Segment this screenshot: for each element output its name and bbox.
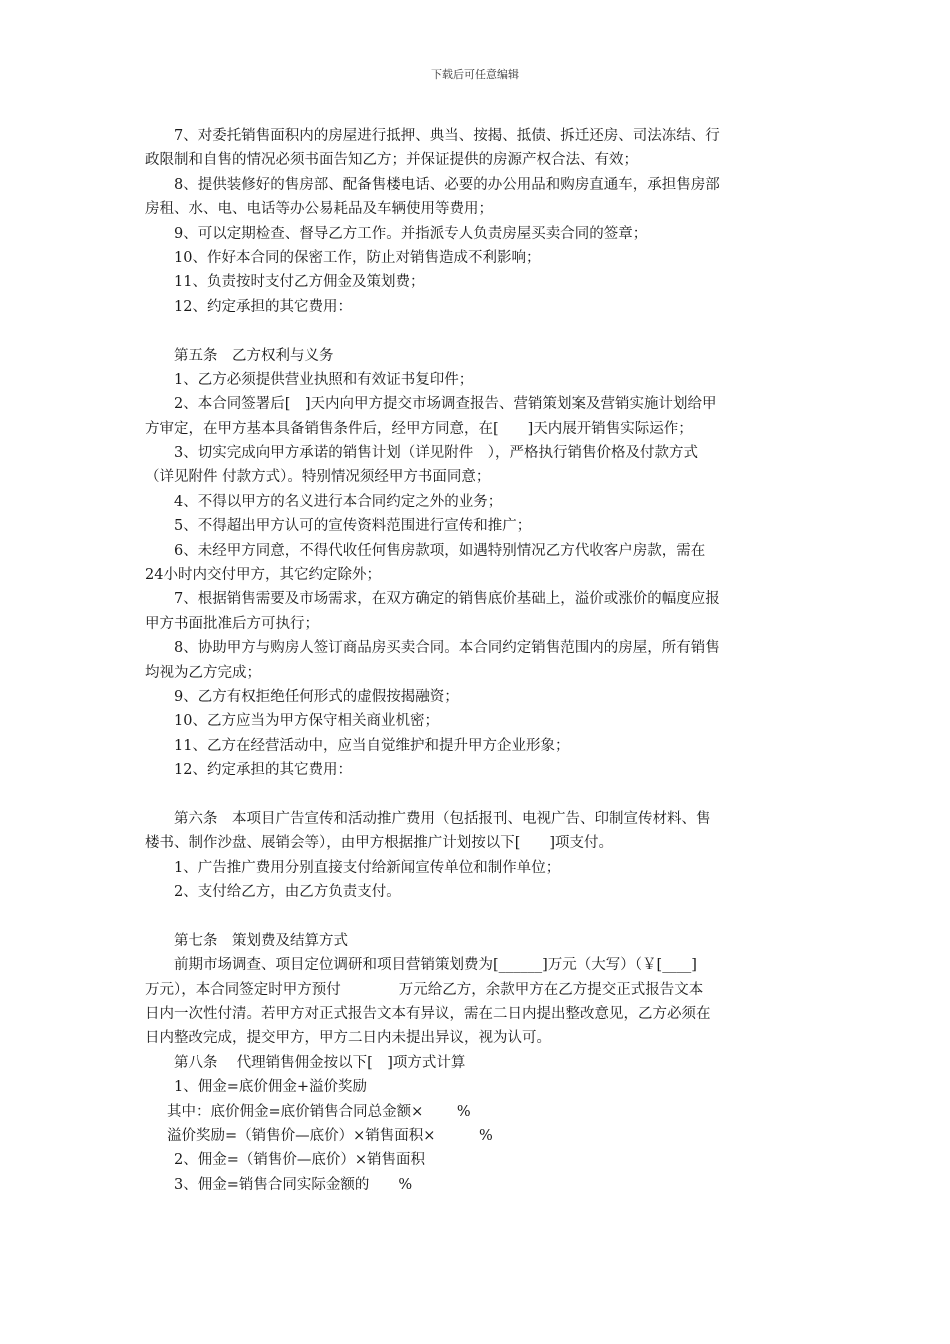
document-body [145,124,805,1197]
page-header: 下载后可任意编辑 [431,68,519,81]
section-heading-8: 第八条 代理销售佣金按以下[ ]项方式计算 [174,1054,466,1071]
paragraph-line: 8、协助甲方与购房人签订商品房买卖合同。本合同约定销售范围内的房屋，所有销售 [174,640,720,657]
paragraph-gap [145,319,805,343]
paragraph-line: 房租、水、电、电话等办公易耗品及车辆使用等费用； [145,201,493,218]
paragraph-line: 11、负责按时支付乙方佣金及策划费； [174,274,425,291]
paragraph-line: 11、乙方在经营活动中，应当自觉维护和提升甲方企业形象； [174,737,570,754]
paragraph-line: （详见附件 付款方式）。特别情况须经甲方书面同意； [145,469,491,486]
paragraph-line: 万元），本合同签定时甲方预付 万元给乙方，余款甲方在乙方提交正式报告文本 [145,981,704,998]
paragraph-line: 甲方书面批准后方可执行； [145,615,319,632]
section-heading-7: 第七条 策划费及结算方式 [174,932,348,949]
paragraph-line: 8、提供装修好的售房部、配备售楼电话、必要的办公用品和购房直通车，承担售房部 [174,176,720,193]
paragraph-gap [145,905,805,929]
paragraph-line: 溢价奖励=（销售价—底价）×销售面积× % [167,1128,493,1145]
paragraph-line: 均视为乙方完成； [145,664,261,681]
paragraph-line: 12、约定承担的其它费用： [174,762,352,779]
paragraph-line: 9、乙方有权拒绝任何形式的虚假按揭融资； [174,688,459,705]
paragraph-line: 3、佣金=销售合同实际金额的 % [174,1176,413,1193]
paragraph-line: 其中：底价佣金=底价销售合同总金额× % [167,1103,471,1120]
paragraph-line: 楼书、制作沙盘、展销会等），由甲方根据推广计划按以下[ ]项支付。 [145,835,614,852]
paragraph-line: 4、不得以甲方的名义进行本合同约定之外的业务； [174,493,503,510]
paragraph-line: 2、本合同签署后[ ]天内向甲方提交市场调查报告、营销策划案及营销实施计划给甲 [174,396,717,413]
paragraph-line: 日内一次性付清。若甲方对正式报告文本有异议，需在二日内提出整改意见，乙方必须在 [145,1006,711,1023]
paragraph-line: 5、不得超出甲方认可的宣传资料范围进行宣传和推广； [174,518,532,535]
paragraph-line: 1、乙方必须提供营业执照和有效证书复印件； [174,371,474,388]
paragraph-line: 1、佣金=底价佣金+溢价奖励 [174,1079,368,1096]
paragraph-line: 7、根据销售需要及市场需求，在双方确定的销售底价基础上，溢价或涨价的幅度应报 [174,591,720,608]
section-heading-6: 第六条 本项目广告宣传和活动推广费用（包括报刊、电视广告、印制宣传材料、售 [174,810,711,827]
paragraph-line: 3、切实完成向甲方承诺的销售计划（详见附件 ），严格执行销售价格及付款方式 [174,445,698,462]
paragraph-gap [145,783,805,807]
paragraph-line: 9、可以定期检查、督导乙方工作。并指派专人负责房屋买卖合同的签章； [174,225,648,242]
paragraph-line: 方审定，在甲方基本具备销售条件后，经甲方同意，在[ ]天内展开销售实际运作； [145,420,693,437]
paragraph-line: 6、未经甲方同意，不得代收任何售房款项，如遇特别情况乙方代收客户房款，需在 [174,542,706,559]
paragraph-line: 10、乙方应当为甲方保守相关商业机密； [174,713,439,730]
paragraph-line: 24小时内交付甲方，其它约定除外； [145,567,381,584]
paragraph-line: 前期市场调查、项目定位调研和项目营销策划费为[______]万元（大写）（￥[____] [174,957,697,974]
paragraph-line: 2、佣金=（销售价—底价）×销售面积 [174,1152,426,1169]
paragraph-line: 12、约定承担的其它费用： [174,298,352,315]
paragraph-line: 7、对委托销售面积内的房屋进行抵押、典当、按揭、抵债、拆迁还房、司法冻结、行 [174,128,720,144]
section-heading-5: 第五条 乙方权利与义务 [174,347,334,364]
paragraph-line: 政限制和自售的情况必须书面告知乙方；并保证提供的房源产权合法、有效； [145,152,638,169]
paragraph-line: 日内整改完成，提交甲方，甲方二日内未提出异议，视为认可。 [145,1030,551,1047]
paragraph-line: 10、作好本合同的保密工作，防止对销售造成不利影响； [174,249,541,266]
paragraph-line: 1、广告推广费用分别直接支付给新闻宣传单位和制作单位； [174,859,561,876]
paragraph-line: 2、支付给乙方，由乙方负责支付。 [174,884,401,901]
